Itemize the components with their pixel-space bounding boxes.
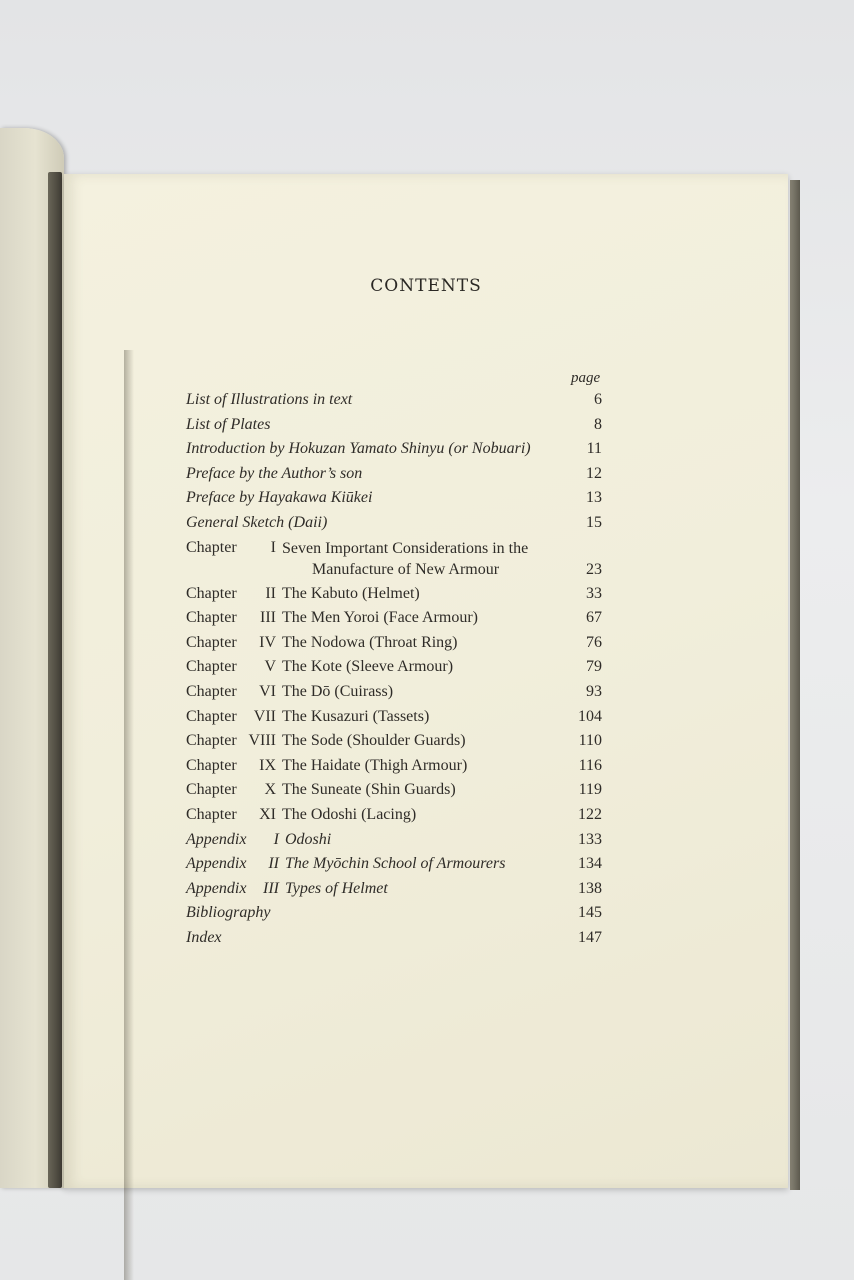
toc-entry-page: 12 bbox=[586, 464, 602, 482]
toc-entry-kind: Chapter bbox=[186, 781, 237, 799]
toc-entry-page: 79 bbox=[586, 658, 602, 676]
contents-page bbox=[64, 174, 788, 1188]
toc-entry-title: The Nodowa (Throat Ring) bbox=[282, 633, 458, 651]
toc-entry-kind: Chapter bbox=[186, 584, 237, 602]
toc-entry-title: List of Plates bbox=[186, 415, 271, 433]
toc-entry-number: VIII bbox=[248, 732, 276, 750]
book-spine bbox=[48, 172, 62, 1188]
contents-heading: CONTENTS bbox=[370, 276, 482, 296]
toc-row bbox=[186, 437, 602, 462]
toc-entry-page: 133 bbox=[578, 830, 602, 848]
toc-entry-number: II bbox=[268, 855, 279, 873]
toc-entry-title: Preface by Hayakawa Kiūkei bbox=[186, 489, 373, 507]
toc-entry-title: The Myōchin School of Armourers bbox=[285, 855, 506, 873]
toc-entry-page: 8 bbox=[594, 415, 602, 433]
toc-entry-title: The Haidate (Thigh Armour) bbox=[282, 756, 468, 774]
toc-row bbox=[186, 877, 602, 902]
toc-entry-number: VII bbox=[253, 707, 276, 725]
toc-entry-title: Introduction by Hokuzan Yamato Shinyu (or Nobuari) bbox=[186, 440, 531, 458]
toc-row bbox=[186, 901, 602, 926]
toc-entry-number: I bbox=[273, 830, 279, 848]
toc-entry-title: Preface by the Author’s son bbox=[186, 464, 363, 482]
toc-row bbox=[186, 803, 602, 828]
toc-entry-number: II bbox=[265, 584, 276, 602]
toc-entry-title: The Kusazuri (Tassets) bbox=[282, 707, 430, 725]
toc-entry-page: 110 bbox=[578, 732, 602, 750]
toc-entry-title: Odoshi bbox=[285, 830, 332, 848]
toc-row bbox=[186, 926, 602, 951]
toc-row bbox=[186, 680, 602, 705]
toc-entry-number: XI bbox=[259, 805, 276, 823]
toc-entry-page: 33 bbox=[586, 584, 602, 602]
toc-row bbox=[186, 828, 602, 853]
page-column-label: page bbox=[571, 370, 601, 386]
toc-entry-page: 76 bbox=[586, 633, 602, 651]
toc-entry-number: I bbox=[270, 538, 276, 556]
toc-entry-title: General Sketch (Daii) bbox=[186, 513, 328, 531]
gutter-shadow bbox=[124, 350, 134, 1280]
toc-entry-title: Bibliography bbox=[186, 904, 271, 922]
toc-entry-kind: Chapter bbox=[186, 756, 237, 774]
toc-entry-title: Types of Helmet bbox=[285, 879, 388, 897]
toc-entry-kind: Chapter bbox=[186, 707, 237, 725]
toc-entry-number: V bbox=[264, 658, 276, 676]
toc-entry-number: IV bbox=[259, 633, 276, 651]
toc-row bbox=[186, 388, 602, 413]
toc-entry-title: Index bbox=[186, 928, 222, 946]
toc-entry-page: 104 bbox=[578, 707, 602, 725]
toc-entry-kind: Appendix bbox=[186, 855, 247, 873]
toc-row bbox=[186, 486, 602, 511]
toc-entry-title-line: Seven Important Considerations in the bbox=[282, 539, 529, 557]
toc-row bbox=[186, 582, 602, 607]
toc-entry-kind: Chapter bbox=[186, 682, 237, 700]
toc-entry-page: 116 bbox=[578, 756, 602, 774]
table-of-contents bbox=[186, 388, 602, 950]
toc-entry-title: List of Illustrations in text bbox=[186, 391, 353, 408]
toc-entry-title: The Suneate (Shin Guards) bbox=[282, 781, 456, 799]
toc-entry-number: IX bbox=[259, 756, 276, 774]
toc-entry-title: The Sode (Shoulder Guards) bbox=[282, 732, 466, 750]
toc-entry-page: 145 bbox=[578, 904, 602, 922]
toc-entry-page: 15 bbox=[586, 513, 602, 531]
toc-entry-page: 93 bbox=[586, 682, 602, 700]
toc-entry-number: III bbox=[263, 879, 279, 897]
toc-entry-kind: Chapter bbox=[186, 633, 237, 651]
toc-row bbox=[186, 631, 602, 656]
toc-entry-title-line: Manufacture of New Armour bbox=[312, 560, 500, 578]
toc-entry-number: VI bbox=[259, 682, 276, 700]
toc-entry-page: 119 bbox=[578, 781, 602, 799]
book-cover-edge bbox=[790, 180, 800, 1190]
toc-entry-kind: Chapter bbox=[186, 538, 237, 556]
toc-row bbox=[186, 606, 602, 631]
toc-entry-title: The Dō (Cuirass) bbox=[282, 682, 394, 700]
toc-entry-kind: Chapter bbox=[186, 732, 237, 750]
toc-entry-kind: Chapter bbox=[186, 805, 237, 823]
toc-entry-page: 13 bbox=[586, 489, 602, 507]
toc-entry-page: 6 bbox=[594, 391, 602, 408]
toc-row bbox=[186, 462, 602, 487]
toc-row bbox=[186, 852, 602, 877]
toc-entry-kind: Chapter bbox=[186, 658, 237, 676]
toc-entry-title: The Kote (Sleeve Armour) bbox=[282, 658, 454, 676]
toc-entry-kind: Appendix bbox=[186, 830, 247, 848]
toc-entry-number: III bbox=[260, 609, 276, 627]
toc-entry-page: 147 bbox=[578, 928, 602, 946]
toc-row bbox=[186, 655, 602, 680]
toc-entry-title: The Odoshi (Lacing) bbox=[282, 805, 417, 823]
toc-row bbox=[186, 536, 602, 582]
toc-entry-page: 67 bbox=[586, 609, 602, 627]
toc-entry-title bbox=[282, 536, 528, 580]
toc-entry-number: X bbox=[264, 781, 276, 799]
toc-row bbox=[186, 729, 602, 754]
toc-row bbox=[186, 754, 602, 779]
toc-row bbox=[186, 705, 602, 730]
toc-entry-page: 138 bbox=[578, 879, 602, 897]
toc-entry-page: 134 bbox=[578, 855, 602, 873]
toc-entry-title: The Kabuto (Helmet) bbox=[282, 584, 420, 602]
toc-row bbox=[186, 778, 602, 803]
toc-row bbox=[186, 413, 602, 438]
toc-entry-page: 11 bbox=[586, 440, 602, 458]
toc-entry-kind: Appendix bbox=[186, 879, 247, 897]
toc-row bbox=[186, 511, 602, 536]
toc-entry-page: 23 bbox=[586, 560, 602, 578]
toc-entry-page: 122 bbox=[578, 805, 602, 823]
toc-entry-kind: Chapter bbox=[186, 609, 237, 627]
toc-entry-title: The Men Yoroi (Face Armour) bbox=[282, 609, 478, 627]
